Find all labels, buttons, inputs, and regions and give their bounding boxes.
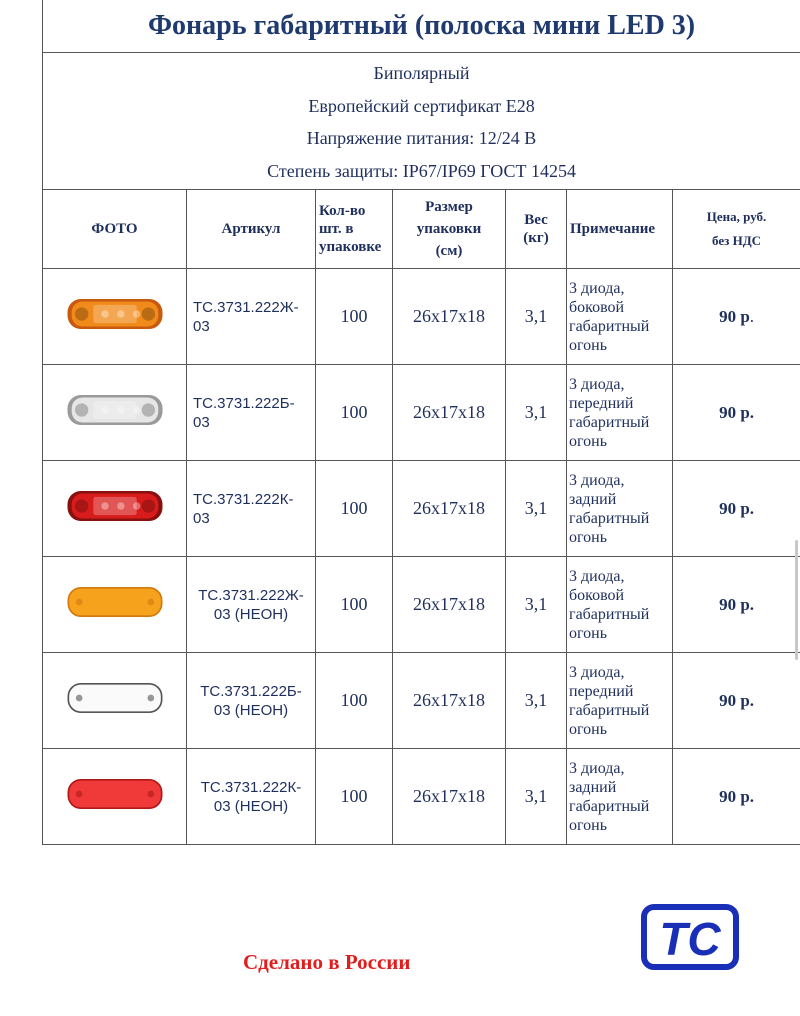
- note-line: габаритный: [569, 605, 650, 623]
- table-row: [43, 269, 800, 365]
- price-value: 90 р.: [719, 498, 755, 518]
- note-line: огонь: [569, 336, 608, 354]
- note-line: габаритный: [569, 797, 650, 815]
- row-photo: [43, 461, 187, 557]
- row-qty: 100: [316, 557, 393, 653]
- article-line: 03: [193, 509, 210, 527]
- note-line: задний: [569, 778, 617, 796]
- lamp-photo-icon: [65, 483, 165, 529]
- header-price: [673, 190, 800, 269]
- note-line: боковой: [569, 298, 625, 316]
- header-qty-line: шт. в: [319, 221, 354, 237]
- row-note: [567, 557, 673, 653]
- header-qty-line: упаковке: [319, 239, 382, 255]
- price-value: 90 р.: [719, 402, 755, 422]
- row-weight: 3,1: [506, 749, 567, 845]
- header-size: [393, 190, 506, 269]
- row-photo: [43, 365, 187, 461]
- made-in-russia: Сделано в России: [243, 950, 411, 974]
- row-photo: [43, 749, 187, 845]
- row-weight: 3,1: [506, 365, 567, 461]
- row-photo: [43, 557, 187, 653]
- note-line: огонь: [569, 624, 608, 642]
- row-size: 26x17x18: [393, 653, 506, 749]
- row-price: [673, 749, 800, 845]
- header-note: Примечание: [567, 190, 673, 269]
- header-price-line: Цена, руб.: [706, 209, 767, 224]
- note-line: огонь: [569, 720, 608, 738]
- row-size: 26x17x18: [393, 557, 506, 653]
- row-note: [567, 653, 673, 749]
- header-weight-line: (кг): [523, 230, 549, 246]
- row-photo: [43, 653, 187, 749]
- row-article: [187, 365, 316, 461]
- row-article: [187, 557, 316, 653]
- row-price: [673, 557, 800, 653]
- lamp-photo-icon: [65, 675, 165, 721]
- lamp-photo-icon: [65, 387, 165, 433]
- note-line: огонь: [569, 432, 608, 450]
- price-value: 90 р: [719, 306, 750, 326]
- row-article: [187, 269, 316, 365]
- row-size: 26x17x18: [393, 749, 506, 845]
- price-value: 90 р.: [719, 594, 755, 614]
- article-line: ТС.3731.222Ж-: [193, 298, 299, 316]
- row-price: [673, 653, 800, 749]
- row-photo: [43, 269, 187, 365]
- row-price: [673, 269, 800, 365]
- row-size: 26x17x18: [393, 365, 506, 461]
- article-line: 03 (НЕОН): [213, 701, 289, 719]
- article-line: ТС.3731.222Б-: [200, 682, 302, 700]
- note-line: передний: [569, 682, 634, 700]
- row-size: 26x17x18: [393, 269, 506, 365]
- table-row: [43, 365, 800, 461]
- row-article: [187, 749, 316, 845]
- row-article: [187, 461, 316, 557]
- note-line: габаритный: [569, 413, 650, 431]
- row-weight: 3,1: [506, 557, 567, 653]
- price-suffix: .: [749, 306, 755, 326]
- header-size-line: упаковки: [416, 221, 482, 237]
- header-weight: [506, 190, 567, 269]
- article-line: ТС.3731.222К-: [193, 490, 294, 508]
- row-note: [567, 461, 673, 557]
- note-line: габаритный: [569, 701, 650, 719]
- scrollbar[interactable]: [795, 540, 798, 660]
- row-price: [673, 461, 800, 557]
- row-qty: 100: [316, 461, 393, 557]
- lamp-photo-icon: [65, 579, 165, 625]
- note-line: 3 диода,: [569, 567, 625, 585]
- note-line: задний: [569, 490, 617, 508]
- header-size-line: Размер: [425, 199, 473, 215]
- lamp-photo-icon: [65, 771, 165, 817]
- page-title: Фонарь габаритный (полоска мини LED 3): [43, 0, 800, 53]
- article-line: 03 (НЕОН): [213, 605, 289, 623]
- note-line: огонь: [569, 816, 608, 834]
- note-line: 3 диода,: [569, 279, 625, 297]
- table-row: [43, 653, 800, 749]
- header-price-line: без НДС: [712, 233, 762, 248]
- header-weight-line: Вес: [524, 212, 548, 228]
- row-size: 26x17x18: [393, 461, 506, 557]
- note-line: 3 диода,: [569, 663, 625, 681]
- logo-text: TC: [659, 913, 721, 965]
- note-line: передний: [569, 394, 634, 412]
- table-header: [43, 190, 800, 269]
- note-line: огонь: [569, 528, 608, 546]
- price-value: 90 р.: [719, 690, 755, 710]
- row-qty: 100: [316, 269, 393, 365]
- article-line: 03: [193, 413, 210, 431]
- note-line: 3 диода,: [569, 759, 625, 777]
- row-weight: 3,1: [506, 461, 567, 557]
- table-row: [43, 557, 800, 653]
- row-qty: 100: [316, 365, 393, 461]
- spec-certificate: Европейский сертификат Е28: [308, 95, 535, 116]
- table-row: [43, 461, 800, 557]
- article-line: ТС.3731.222Ж-: [198, 586, 304, 604]
- row-note: [567, 365, 673, 461]
- table-row: [43, 749, 800, 845]
- spec-protection: Степень защиты: IP67/IP69 ГОСТ 14254: [267, 160, 576, 181]
- note-line: габаритный: [569, 317, 650, 335]
- row-weight: 3,1: [506, 269, 567, 365]
- row-price: [673, 365, 800, 461]
- note-line: 3 диода,: [569, 471, 625, 489]
- header-photo: ФОТО: [43, 190, 187, 269]
- header-article: Артикул: [187, 190, 316, 269]
- row-weight: 3,1: [506, 653, 567, 749]
- row-qty: 100: [316, 653, 393, 749]
- note-line: 3 диода,: [569, 375, 625, 393]
- header-qty-line: Кол-во: [319, 203, 366, 219]
- price-value: 90 р.: [719, 786, 755, 806]
- article-line: ТС.3731.222Б-: [193, 394, 295, 412]
- specs-block: [43, 53, 800, 190]
- article-line: 03: [193, 317, 210, 335]
- header-qty: [316, 190, 393, 269]
- header-size-line: (см): [435, 243, 463, 259]
- product-table: [42, 0, 800, 845]
- tc-logo: [640, 903, 740, 971]
- spec-polarity: Биполярный: [373, 63, 470, 83]
- row-note: [567, 269, 673, 365]
- article-line: 03 (НЕОН): [213, 797, 289, 815]
- lamp-photo-icon: [65, 291, 165, 337]
- spec-voltage: Напряжение питания: 12/24 В: [306, 128, 537, 148]
- row-qty: 100: [316, 749, 393, 845]
- row-note: [567, 749, 673, 845]
- article-line: ТС.3731.222К-: [200, 778, 302, 796]
- row-article: [187, 653, 316, 749]
- note-line: габаритный: [569, 509, 650, 527]
- note-line: боковой: [569, 586, 625, 604]
